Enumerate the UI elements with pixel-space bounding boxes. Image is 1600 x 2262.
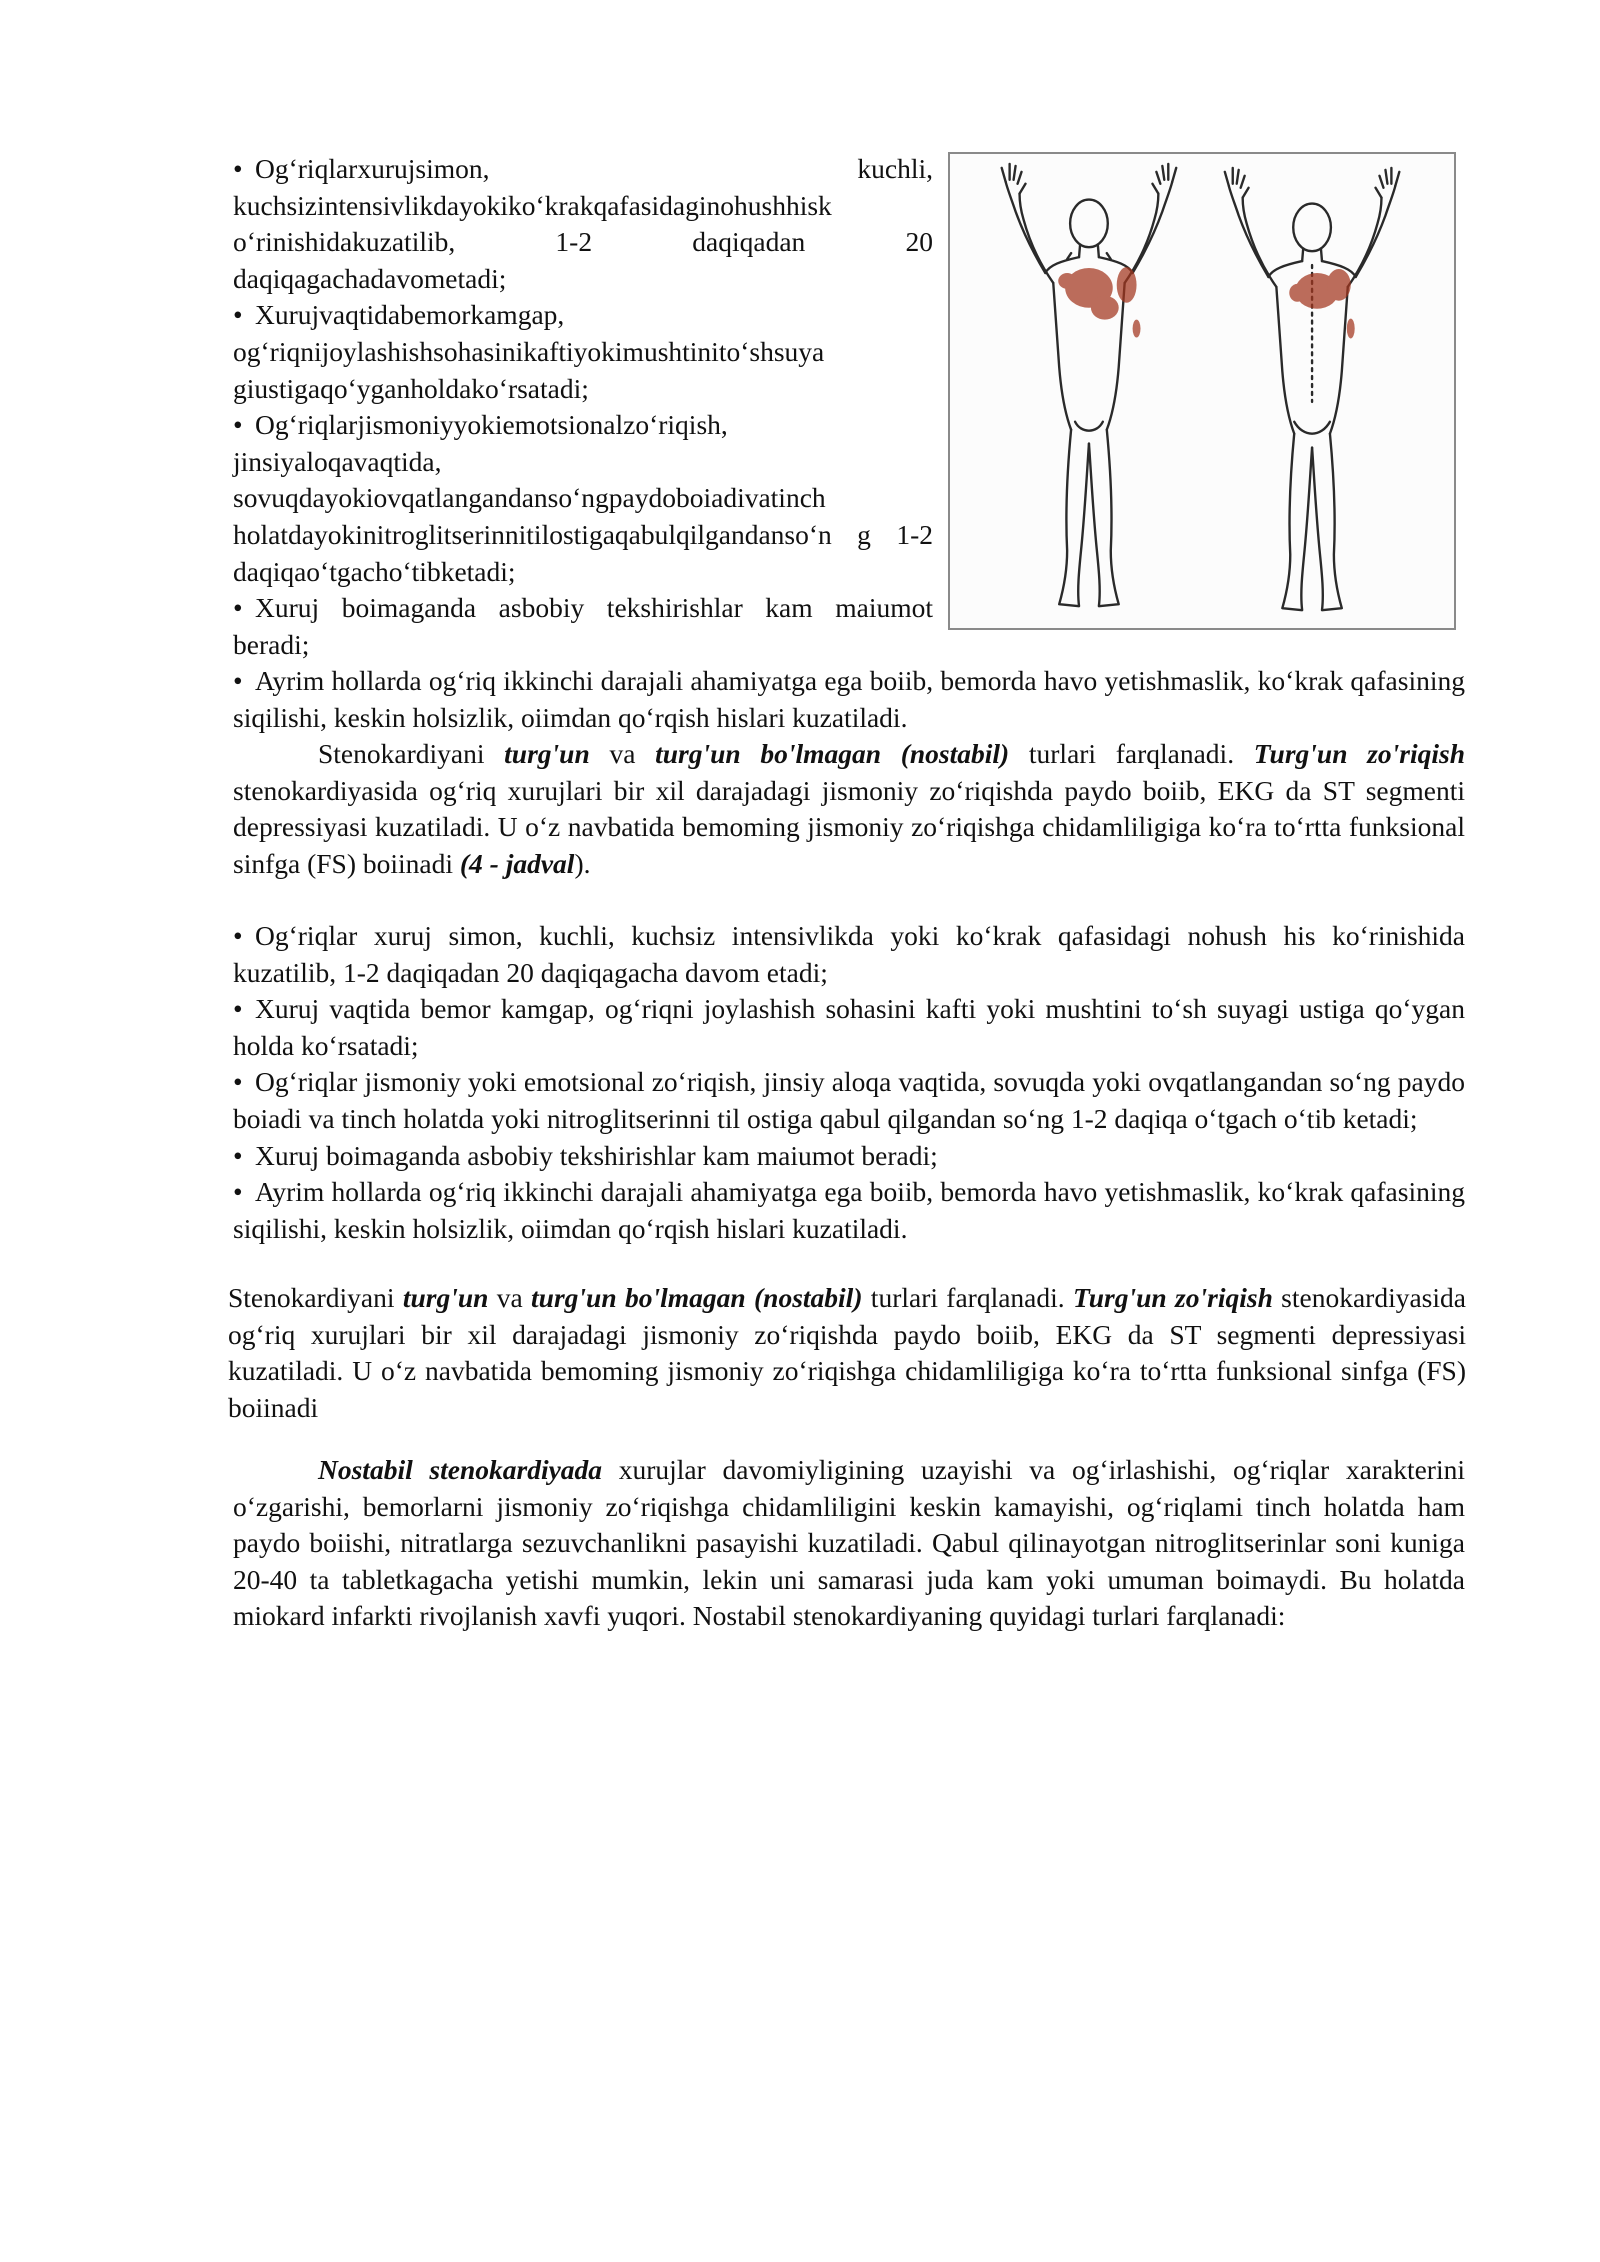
back-body-outline: [1225, 168, 1400, 610]
list-item: • Og‘riqlarjismoniyyokiemotsionalzo‘riqish, jinsiyaloqavaqtida, sovuqdayokiovqatlangandanso‘ngpaydoboiadivatinch holatdayokinitroglitserinnitilostigaqabulqilgandanso‘n g 1-2 daqiqao‘tgacho‘tibketadi;: [233, 409, 933, 587]
list-item: • Og‘riqlarxurujsimon, kuchli, kuchsizintensivlikdayokiko‘krakqafasidaginohushhisk o‘rinishidakuzatilib, 1-2 daqiqadan 20 daqiqagachadavometadi;: [233, 153, 933, 294]
symptom-list-continued: [233, 663, 1465, 883]
bullet: •: [233, 993, 243, 1025]
front-pain-area: [1058, 267, 1140, 337]
unstable-angina-paragraph: Nostabil stenokardiyada xurujlar davomiyligining uzayishi va og‘irlashishi, og‘riqlar xarakterini o‘zgarishi, bemorlarni jismoniy zo‘riqishga chidamliligini keskin kamayishi, og‘riqlami tinch holatda ham paydo boiishi, nitratlarga sezuvchanlikni pasayishi kuzatiladi. Qabul qilinayotgan nitroglitserinlar soni kuniga 20-40 ta tabletkagacha yetishi mumkin, lekin uni samarasi juda kam yoki umuman boimaydi. Bu holatda miokard infarkti rivojlanish xavfi yuqori. Nostabil stenokardiyaning quyidagi turlari farqlanadi:: [233, 1454, 1465, 1632]
classification-paragraph-repeat: Stenokardiyani turg'un va turg'un bo'lmagan (nostabil) turlari farqlanadi. Turg'un zo'riqish stenokardiyasida og‘riq xurujlari bir xil darajadagi jismoniy zo‘riqishda paydo boiib, EKG da ST segmenti depressiyasi kuzatiladi. U o‘z navbatida bemoming jismoniy zo‘riqishga chidamliligiga ko‘ra to‘rtta funksional sinfga (FS) boiinadi: [228, 1282, 1466, 1423]
list-item: • Xuruj vaqtida bemor kamgap, og‘riqni joylashish sohasini kafti yoki mushtini to‘sh suyagi ustiga qo‘ygan holda ko‘rsatadi;: [233, 993, 1465, 1061]
bullet: •: [233, 1066, 243, 1098]
classification-paragraph: Stenokardiyani turg'un va turg'un bo'lmagan (nostabil) turlari farqlanadi. Turg'un zo'riqish stenokardiyasida og‘riq xurujlari bir xil darajadagi jismoniy zo‘riqishda paydo boiib, EKG da ST segmenti depressiyasi kuzatiladi. U o‘z navbatida bemoming jismoniy zo‘riqishga chidamliligiga ko‘ra to‘rtta funksional sinfga (FS) boiinadi (4 - jadval).: [233, 738, 1465, 879]
pain-map-figure: [948, 152, 1456, 630]
front-body-outline: [1002, 164, 1177, 606]
bullet: •: [233, 299, 243, 331]
list-item: • Xurujvaqtidabemorkamgap, og‘riqnijoylashishsohasinikaftiyokimushtinito‘shsuya giustigaqo‘yganholdako‘rsatadi;: [233, 299, 825, 404]
list-item: • Ayrim hollarda og‘riq ikkinchi darajali ahamiyatga ega boiib, bemorda havo yetishmaslik, ko‘krak qafasining siqilishi, keskin holsizlik, oiimdan qo‘rqish hislari kuzatiladi.: [233, 1176, 1465, 1244]
list-item: • Og‘riqlar jismoniy yoki emotsional zo‘riqish, jinsiy aloqa vaqtida, sovuqda yoki ovqatlangandan so‘ng paydo boiadi va tinch holatda yoki nitroglitserinni til ostiga qabul qilgandan so‘ng 1-2 daqiqa o‘tgach o‘tib ketadi;: [233, 1066, 1465, 1134]
bullet: •: [233, 592, 243, 624]
bullet: •: [233, 920, 243, 951]
body-figures-illustration: [950, 154, 1454, 628]
list-item: • Og‘riqlar xuruj simon, kuchli, kuchsiz intensivlikda yoki ko‘krak qafasidagi nohush his ko‘rinishida kuzatilib, 1-2 daqiqadan 20 daqiqagacha davom etadi;: [233, 920, 1465, 988]
bullet: •: [233, 1176, 243, 1208]
list-item: • Xuruj boimaganda asbobiy tekshirishlar kam maiumot beradi;: [233, 1138, 1465, 1175]
bullet: •: [233, 665, 243, 696]
bullet: •: [233, 153, 243, 184]
bullet: •: [233, 409, 243, 441]
symptom-list-repeat: [233, 918, 1465, 1247]
list-item: • Xuruj boimaganda asbobiy tekshirishlar kam maiumot beradi;: [233, 592, 933, 660]
symptom-list-top: [233, 151, 933, 663]
bullet: •: [233, 1139, 243, 1171]
list-item: • Ayrim hollarda og‘riq ikkinchi darajali ahamiyatga ega boiib, bemorda havo yetishmaslik, ko‘krak qafasining siqilishi, keskin holsizlik, oiimdan qo‘rqish hislari kuzatiladi.: [233, 665, 1465, 733]
